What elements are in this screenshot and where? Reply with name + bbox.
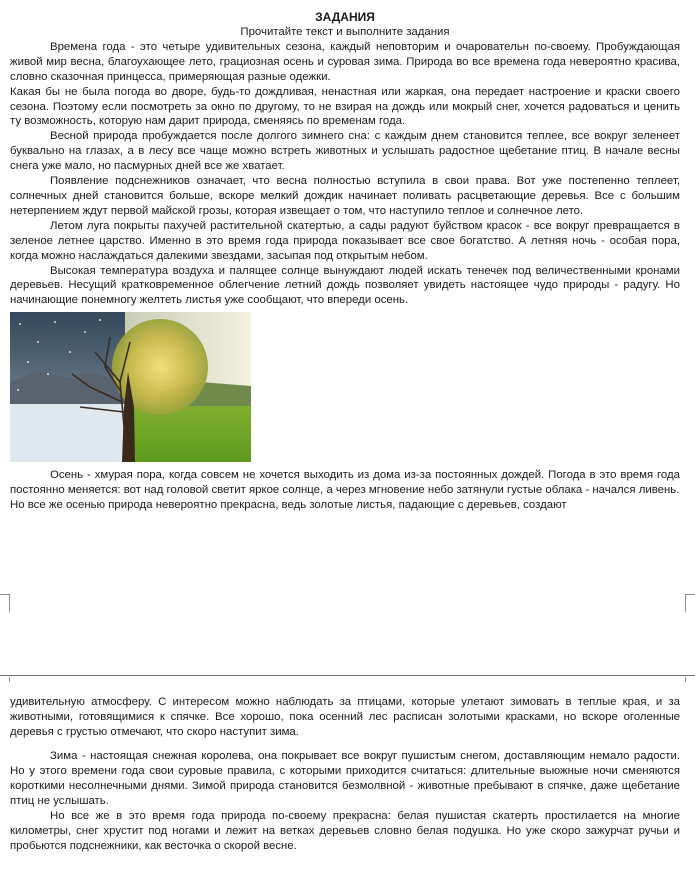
page-2-content xyxy=(10,695,680,854)
paragraph-autumn-beauty: Но все же осенью природа невероятно прекрасна, ведь золотые листья, падающие с деревьев, создают xyxy=(10,499,567,512)
paragraph-summer: Летом луга покрыты пахучей растительной скатертью, а сады радуют буйством красок - все вокруг превращается в зеленое летнее царство. Именно в это время года природа показывает все свое богатство. А летняя ночь - особая пора, когда можно наслаждаться далекими звездами, засыпая под открытым небом. xyxy=(10,219,680,262)
paragraph-spring: Весной природа пробуждается после долгого зимнего сна: с каждым днем становится теплее, все вокруг зеленеет буквально на глазах, а в лесу все чаще можно встреть животных и услышать радостное щебетание птиц. В начале весны снега уже мало, но пасмурных дней все же хватает. xyxy=(10,130,680,173)
paragraph-snowdrops: Появление подснежников означает, что весна полностью вступила в свои права. Вот уже постепенно теплеет, солнечных дней становится больше, вскоре мелкий дождик начинает поливать расцветающие деревья. Все с большим нетерпением ждут первой майской грозы, которая извещает о том, что наступило теплое и солнечное лето. xyxy=(10,175,680,217)
paragraph-autumn: Осень - хмурая пора, когда совсем не хочется выходить из дома из-за постоянных дождей. Погода в это время года постоянно меняется: вот над головой светит яркое солнце, а через мгновение небо затянули густые облака - начался ливень. xyxy=(10,469,680,497)
four-seasons-tree-image xyxy=(10,312,251,462)
snow-field xyxy=(10,404,135,462)
grass-field xyxy=(128,406,251,462)
paragraph-winter-beauty: Но все же в это время года природа по-своему прекрасна: белая пушистая скатерть простилается на многие километры, снег хрустит под ногами и лежит на ветках деревьев словно белая подушка. Но уже скоро зажурчат ручьи и пробьются подснежники, как весточка о скорой весне. xyxy=(10,810,680,852)
page-1-content xyxy=(10,10,680,513)
paragraph-weather-mood: Какая бы не была погода во дворе, будь-то дождливая, ненастная или жаркая, она передает настроение и краски своего сезона. Поэтому если посмотреть за окно по другому, то не взирая на дождь или мокрый снег, хочется радоваться и ценить ту возможность, которую нам дарит природа, сменяясь по временам года. xyxy=(10,85,680,128)
paragraph-seasons-intro: Времена года - это четыре удивительных сезона, каждый неповторим и очаровательн по-своему. Пробуждающая живой мир весна, благоухающее лето, грациозная осень и суровая зима. Природа во все времена года невероятно красива, словно сказочная принцесса, примеряющая разные одежки. xyxy=(10,40,680,83)
document-title: ЗАДАНИЯ xyxy=(315,10,375,24)
paragraph-summer-heat: Высокая температура воздуха и палящее солнце вынуждают людей искать тенечек под величественными кронами деревьев. Несущий кратковременное облегчение летний дождь позволяет увидеть настоящее чудо природы - радугу. Но начинающие понемногу желтеть листья уже сообщают, что впереди осень. xyxy=(10,264,680,307)
page-1-corner-right xyxy=(685,594,695,613)
paragraph-winter: Зима - настоящая снежная королева, она покрывает все вокруг пушистым снегом, доставляющим немало радости. Но у этого времени года свои суровые правила, с которыми приходится считаться: длительные вьюжные ночи сменяются короткими несолнечными днями. Зимой природа становится безмолвной - животные пребывают в спячке, даже щебетание птиц не услышать. xyxy=(10,750,680,807)
page-break-gap xyxy=(0,612,695,682)
page-divider-line xyxy=(0,675,695,676)
document-page-2 xyxy=(0,682,695,878)
task-instruction: Прочитайте текст и выполните задания xyxy=(240,26,450,38)
paragraph-autumn-continued: удивительную атмосферу. С интересом можно наблюдать за птицами, которые улетают зимовать в теплые края, и за животными, готовящимися к спячке. Все хорошо, пока осенний лес расписан золотыми красками, но вскоре оголенные деревья с грустью отмечают, что скоро наступит зима. xyxy=(10,696,680,738)
page-1-corner-left xyxy=(0,594,10,613)
